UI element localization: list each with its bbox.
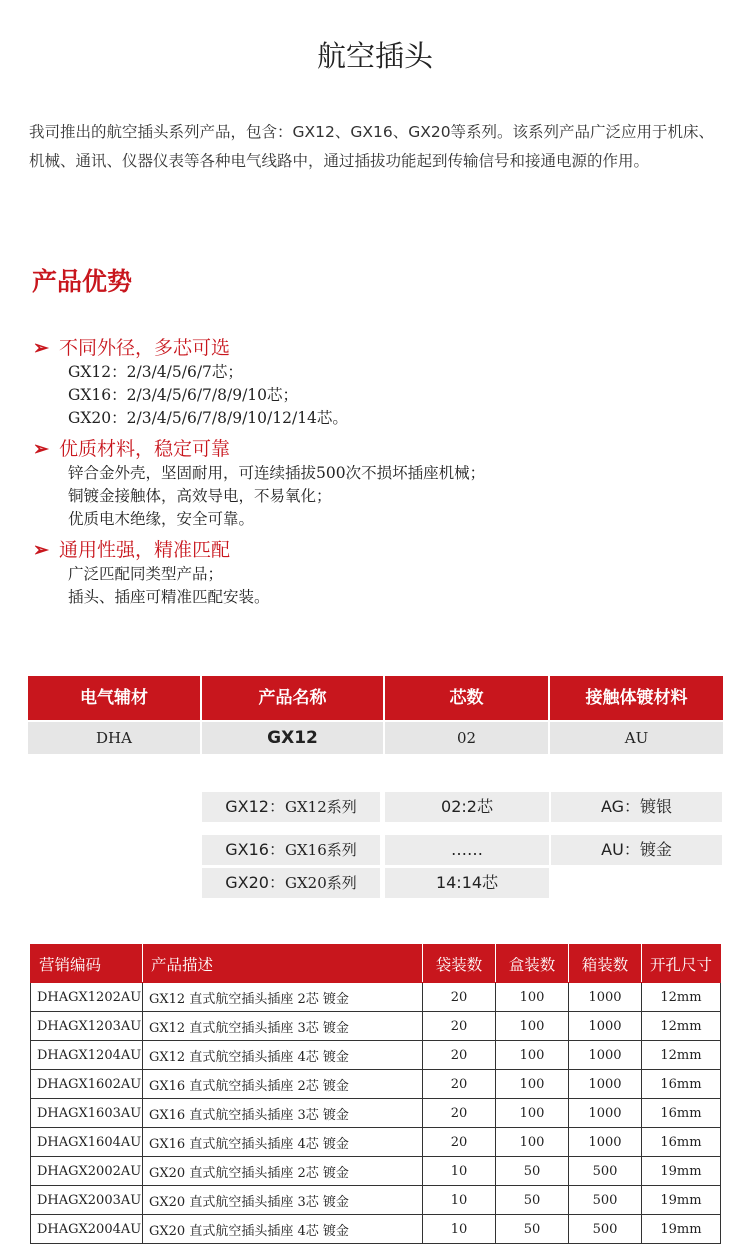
- code-header-cell: 电气辅材: [28, 676, 202, 720]
- bag-qty-cell: 20: [423, 1041, 496, 1070]
- option-series-gx16: [202, 835, 380, 865]
- option-cores: 02:2芯: [385, 792, 549, 822]
- arrow-bullet-icon: ➢: [33, 337, 49, 359]
- product-table-header: [31, 945, 721, 983]
- bag-qty-cell: 10: [423, 1157, 496, 1186]
- box-qty-cell: 100: [496, 1099, 569, 1128]
- advantage-line: GX12：2/3/4/5/6/7芯；: [68, 363, 243, 381]
- code-header-cell: 接触体镀材料: [550, 676, 723, 720]
- series-code: GX20：: [225, 873, 285, 892]
- advantage-heading: [33, 335, 733, 361]
- series-code: GX12：: [225, 797, 285, 816]
- hole-size-cell: 19mm: [642, 1186, 721, 1215]
- code-table: [28, 676, 723, 754]
- bag-qty-cell: 20: [423, 983, 496, 1012]
- case-qty-cell: 1000: [569, 1099, 642, 1128]
- advantage-line: 铜镀金接触体，高效导电，不易氧化；: [68, 487, 332, 505]
- description-cell: GX12 直式航空插头插座 2芯 镀金: [143, 983, 423, 1012]
- table-row: [31, 1099, 721, 1128]
- option-plating-au: AU：镀金: [551, 835, 722, 865]
- description-cell: GX20 直式航空插头插座 2芯 镀金: [143, 1157, 423, 1186]
- series-name: GX20系列: [284, 874, 357, 892]
- option-cores: 14:14芯: [385, 868, 549, 898]
- advantage-title: 通用性强，精准匹配: [59, 539, 231, 561]
- table-row: [31, 1128, 721, 1157]
- code-value-cell: AU: [550, 722, 723, 754]
- table-row: [31, 1070, 721, 1099]
- series-code: GX16：: [225, 840, 285, 859]
- box-qty-cell: 100: [496, 983, 569, 1012]
- hole-size-cell: 16mm: [642, 1128, 721, 1157]
- table-row: [31, 1215, 721, 1244]
- header-description: 产品描述: [143, 945, 423, 983]
- hole-size-cell: 12mm: [642, 1012, 721, 1041]
- bag-qty-cell: 10: [423, 1215, 496, 1244]
- advantage-line: 锌合金外壳，坚固耐用，可连续插拔500次不损坏插座机械；: [68, 464, 486, 482]
- bag-qty-cell: 10: [423, 1186, 496, 1215]
- table-row: [31, 983, 721, 1012]
- advantage-line: GX20：2/3/4/5/6/7/8/9/10/12/14芯。: [68, 409, 348, 427]
- advantage-heading: [33, 436, 733, 462]
- box-qty-cell: 50: [496, 1157, 569, 1186]
- page-title: 航空插头: [316, 39, 433, 73]
- advantage-block: [33, 537, 733, 609]
- section-title-advantages: 产品优势: [32, 267, 133, 296]
- box-qty-cell: 50: [496, 1215, 569, 1244]
- code-cell: DHAGX2003AU: [31, 1186, 143, 1215]
- hole-size-cell: 12mm: [642, 1041, 721, 1070]
- box-qty-cell: 100: [496, 1012, 569, 1041]
- advantage-title: 不同外径，多芯可选: [59, 337, 231, 359]
- advantage-line: 广泛匹配同类型产品；: [68, 565, 224, 583]
- bag-qty-cell: 20: [423, 1128, 496, 1157]
- code-cell: DHAGX1202AU: [31, 983, 143, 1012]
- case-qty-cell: 500: [569, 1186, 642, 1215]
- code-table-header: [28, 676, 723, 720]
- hole-size-cell: 19mm: [642, 1157, 721, 1186]
- series-name: GX16系列: [284, 841, 357, 859]
- bag-qty-cell: 20: [423, 1099, 496, 1128]
- arrow-bullet-icon: ➢: [33, 539, 49, 561]
- code-cell: DHAGX1602AU: [31, 1070, 143, 1099]
- case-qty-cell: 1000: [569, 1012, 642, 1041]
- code-cell: DHAGX1204AU: [31, 1041, 143, 1070]
- code-value-cell: DHA: [28, 722, 202, 754]
- code-value-cell: GX12: [202, 722, 385, 754]
- description-cell: GX16 直式航空插头插座 4芯 镀金: [143, 1128, 423, 1157]
- option-plating-ag: AG：镀银: [551, 792, 722, 822]
- table-row: [31, 1157, 721, 1186]
- description-cell: GX16 直式航空插头插座 2芯 镀金: [143, 1070, 423, 1099]
- case-qty-cell: 1000: [569, 1070, 642, 1099]
- code-header-cell: 芯数: [385, 676, 550, 720]
- description-cell: GX20 直式航空插头插座 4芯 镀金: [143, 1215, 423, 1244]
- option-cores: ……: [385, 835, 549, 865]
- description-cell: GX16 直式航空插头插座 3芯 镀金: [143, 1099, 423, 1128]
- table-row: [31, 1012, 721, 1041]
- bag-qty-cell: 20: [423, 1070, 496, 1099]
- description-cell: GX12 直式航空插头插座 3芯 镀金: [143, 1012, 423, 1041]
- box-qty-cell: 100: [496, 1041, 569, 1070]
- table-row: [31, 1186, 721, 1215]
- header-bag-qty: 袋装数: [423, 945, 496, 983]
- intro-paragraph: 我司推出的航空插头系列产品，包含：GX12、GX16、GX20等系列。该系列产品广泛应用于机床、机械、通讯、仪器仪表等各种电气线路中，通过插拔功能起到传输信号和接通电源的作用。: [29, 123, 715, 170]
- advantage-block: [33, 436, 733, 531]
- hole-size-cell: 12mm: [642, 983, 721, 1012]
- header-code: 营销编码: [31, 945, 143, 983]
- case-qty-cell: 500: [569, 1157, 642, 1186]
- header-box-qty: 盒装数: [496, 945, 569, 983]
- code-value-cell: 02: [385, 722, 550, 754]
- code-cell: DHAGX2002AU: [31, 1157, 143, 1186]
- advantage-title: 优质材料，稳定可靠: [59, 438, 231, 460]
- code-cell: DHAGX1203AU: [31, 1012, 143, 1041]
- case-qty-cell: 500: [569, 1215, 642, 1244]
- arrow-bullet-icon: ➢: [33, 438, 49, 460]
- code-cell: DHAGX2004AU: [31, 1215, 143, 1244]
- hole-size-cell: 16mm: [642, 1099, 721, 1128]
- case-qty-cell: 1000: [569, 1128, 642, 1157]
- box-qty-cell: 100: [496, 1128, 569, 1157]
- option-series-gx20: [202, 868, 380, 898]
- advantage-line: 插头、插座可精准匹配安装。: [68, 588, 270, 606]
- hole-size-cell: 19mm: [642, 1215, 721, 1244]
- code-cell: DHAGX1604AU: [31, 1128, 143, 1157]
- header-case-qty: 箱装数: [569, 945, 642, 983]
- case-qty-cell: 1000: [569, 1041, 642, 1070]
- advantage-heading: [33, 537, 733, 563]
- bag-qty-cell: 20: [423, 1012, 496, 1041]
- description-cell: GX12 直式航空插头插座 4芯 镀金: [143, 1041, 423, 1070]
- option-series-gx12: [202, 792, 380, 822]
- table-row: [31, 1041, 721, 1070]
- code-header-cell: 产品名称: [202, 676, 385, 720]
- advantage-block: [33, 335, 733, 430]
- code-cell: DHAGX1603AU: [31, 1099, 143, 1128]
- box-qty-cell: 100: [496, 1070, 569, 1099]
- series-name: GX12系列: [284, 798, 357, 816]
- description-cell: GX20 直式航空插头插座 3芯 镀金: [143, 1186, 423, 1215]
- box-qty-cell: 50: [496, 1186, 569, 1215]
- product-table: [30, 944, 721, 1244]
- code-table-values: [28, 722, 723, 754]
- case-qty-cell: 1000: [569, 983, 642, 1012]
- header-hole-size: 开孔尺寸: [642, 945, 721, 983]
- advantage-line: 优质电木绝缘，安全可靠。: [68, 510, 255, 528]
- advantage-line: GX16：2/3/4/5/6/7/8/9/10芯；: [68, 386, 299, 404]
- hole-size-cell: 16mm: [642, 1070, 721, 1099]
